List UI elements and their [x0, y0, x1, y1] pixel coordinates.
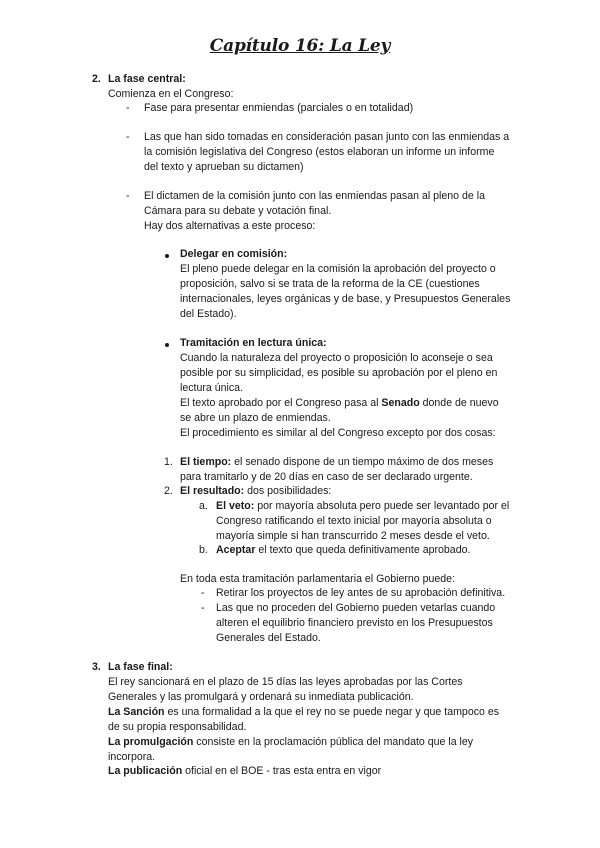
- list-item-text: El resultado: dos posibilidades:: [180, 485, 332, 497]
- senado-text: El procedimiento es similar al del Congreso excepto por dos cosas:: [180, 427, 496, 439]
- list-number: 2.: [164, 485, 173, 497]
- paragraph-text: La publicación oficial en el BOE - tras esta entra en vigor: [108, 765, 382, 777]
- dash-marker: -: [201, 587, 205, 599]
- paragraph-text: La promulgación consiste en la proclamación pública del mandato que la ley: [108, 736, 474, 748]
- senado-text: se abre un plazo de enmiendas.: [180, 412, 331, 424]
- list-item-text: mayoría simple si han transcurrido 2 meses desde el veto.: [216, 530, 490, 542]
- bullet-dot: [165, 254, 169, 258]
- page-title: Capítulo 16: La Ley: [209, 36, 391, 56]
- list-item-text: El veto: por mayoría absoluta pero puede ser levantado por el: [216, 500, 510, 512]
- dash-item-text: del texto y aprueban su dictamen): [144, 161, 304, 173]
- dash-marker: -: [126, 102, 130, 114]
- dash-marker: -: [126, 131, 130, 143]
- list-item-text: Aceptar el texto que queda definitivamente aprobado.: [216, 544, 471, 556]
- paragraph-text: Generales y las promulgará y ordenará su inmediata publicación.: [108, 691, 414, 703]
- bullet-text: lectura única.: [180, 382, 244, 394]
- list-letter: a.: [199, 500, 208, 512]
- dash-item-text: Las que han sido tomadas en consideración pasan junto con las enmiendas a: [144, 131, 510, 143]
- dash-item-text: Cámara para su debate y votación final.: [144, 205, 332, 217]
- dash-item-text: alteren el equilibrio financiero previsto en los Presupuestos: [216, 617, 493, 629]
- bullet-text: El pleno puede delegar en la comisión la aprobación del proyecto o: [180, 263, 496, 275]
- dash-marker: -: [126, 190, 130, 202]
- senado-paragraph: El texto aprobado por el Congreso pasa al Senado donde de nuevo: [180, 397, 499, 409]
- bullet-title: Tramitación en lectura única:: [180, 337, 327, 349]
- dash-item-text: El dictamen de la comisión junto con las enmiendas pasan al pleno de la: [144, 190, 485, 202]
- bullet-dot: [165, 343, 169, 347]
- list-letter: b.: [199, 544, 208, 556]
- bullet-title: Delegar en comisión:: [180, 248, 288, 260]
- gov-intro: En toda esta tramitación parlamentaria el Gobierno puede:: [180, 573, 456, 585]
- paragraph-text: incorpora.: [108, 751, 156, 763]
- list-item-text: Congreso ratificando el texto inicial por mayoría absoluta o: [216, 515, 492, 527]
- section-number: 2.: [92, 73, 101, 85]
- dash-item-text: la comisión legislativa del Congreso (estos elaboran un informe un informe: [144, 146, 495, 158]
- bullet-text: proposición, salvo si se trata de la reforma de la CE (cuestiones: [180, 278, 480, 290]
- section-number: 3.: [92, 661, 101, 673]
- bullet-text: internacionales, leyes orgánicas y de base, y Presupuestos Generales: [180, 293, 511, 305]
- senado-bold: Senado: [381, 397, 420, 409]
- bullet-text: del Estado).: [180, 308, 237, 320]
- list-item-text: El tiempo: el senado dispone de un tiempo máximo de dos meses: [180, 456, 494, 468]
- paragraph-text: de su propia responsabilidad.: [108, 721, 247, 733]
- bullet-text: Cuando la naturaleza del proyecto o proposición lo aconseje o sea: [180, 352, 493, 364]
- paragraph-text: La Sanción es una formalidad a la que el rey no se puede negar y que tampoco es: [108, 706, 500, 718]
- list-number: 1.: [164, 456, 173, 468]
- section-heading: La fase final:: [108, 661, 173, 673]
- dash-marker: -: [201, 602, 205, 614]
- dash-item-text: Retirar los proyectos de ley antes de su aprobación definitiva.: [216, 587, 506, 599]
- section-intro: Comienza en el Congreso:: [108, 88, 234, 100]
- dash-item-text: Las que no proceden del Gobierno pueden vetarlas cuando: [216, 602, 496, 614]
- dash-item-text: Fase para presentar enmiendas (parciales o en totalidad): [144, 102, 414, 114]
- list-item-text: para tramitarlo y de 20 días en caso de ser declarado urgente.: [180, 471, 473, 483]
- section-heading: La fase central:: [108, 73, 186, 85]
- bullet-text: posible por su simplicidad, es posible su aprobación por el pleno en: [180, 367, 498, 379]
- dash-item-text: Hay dos alternativas a este proceso:: [144, 220, 316, 232]
- paragraph-text: El rey sancionará en el plazo de 15 días las leyes aprobadas por las Cortes: [108, 676, 463, 688]
- dash-item-text: Generales del Estado.: [216, 632, 321, 644]
